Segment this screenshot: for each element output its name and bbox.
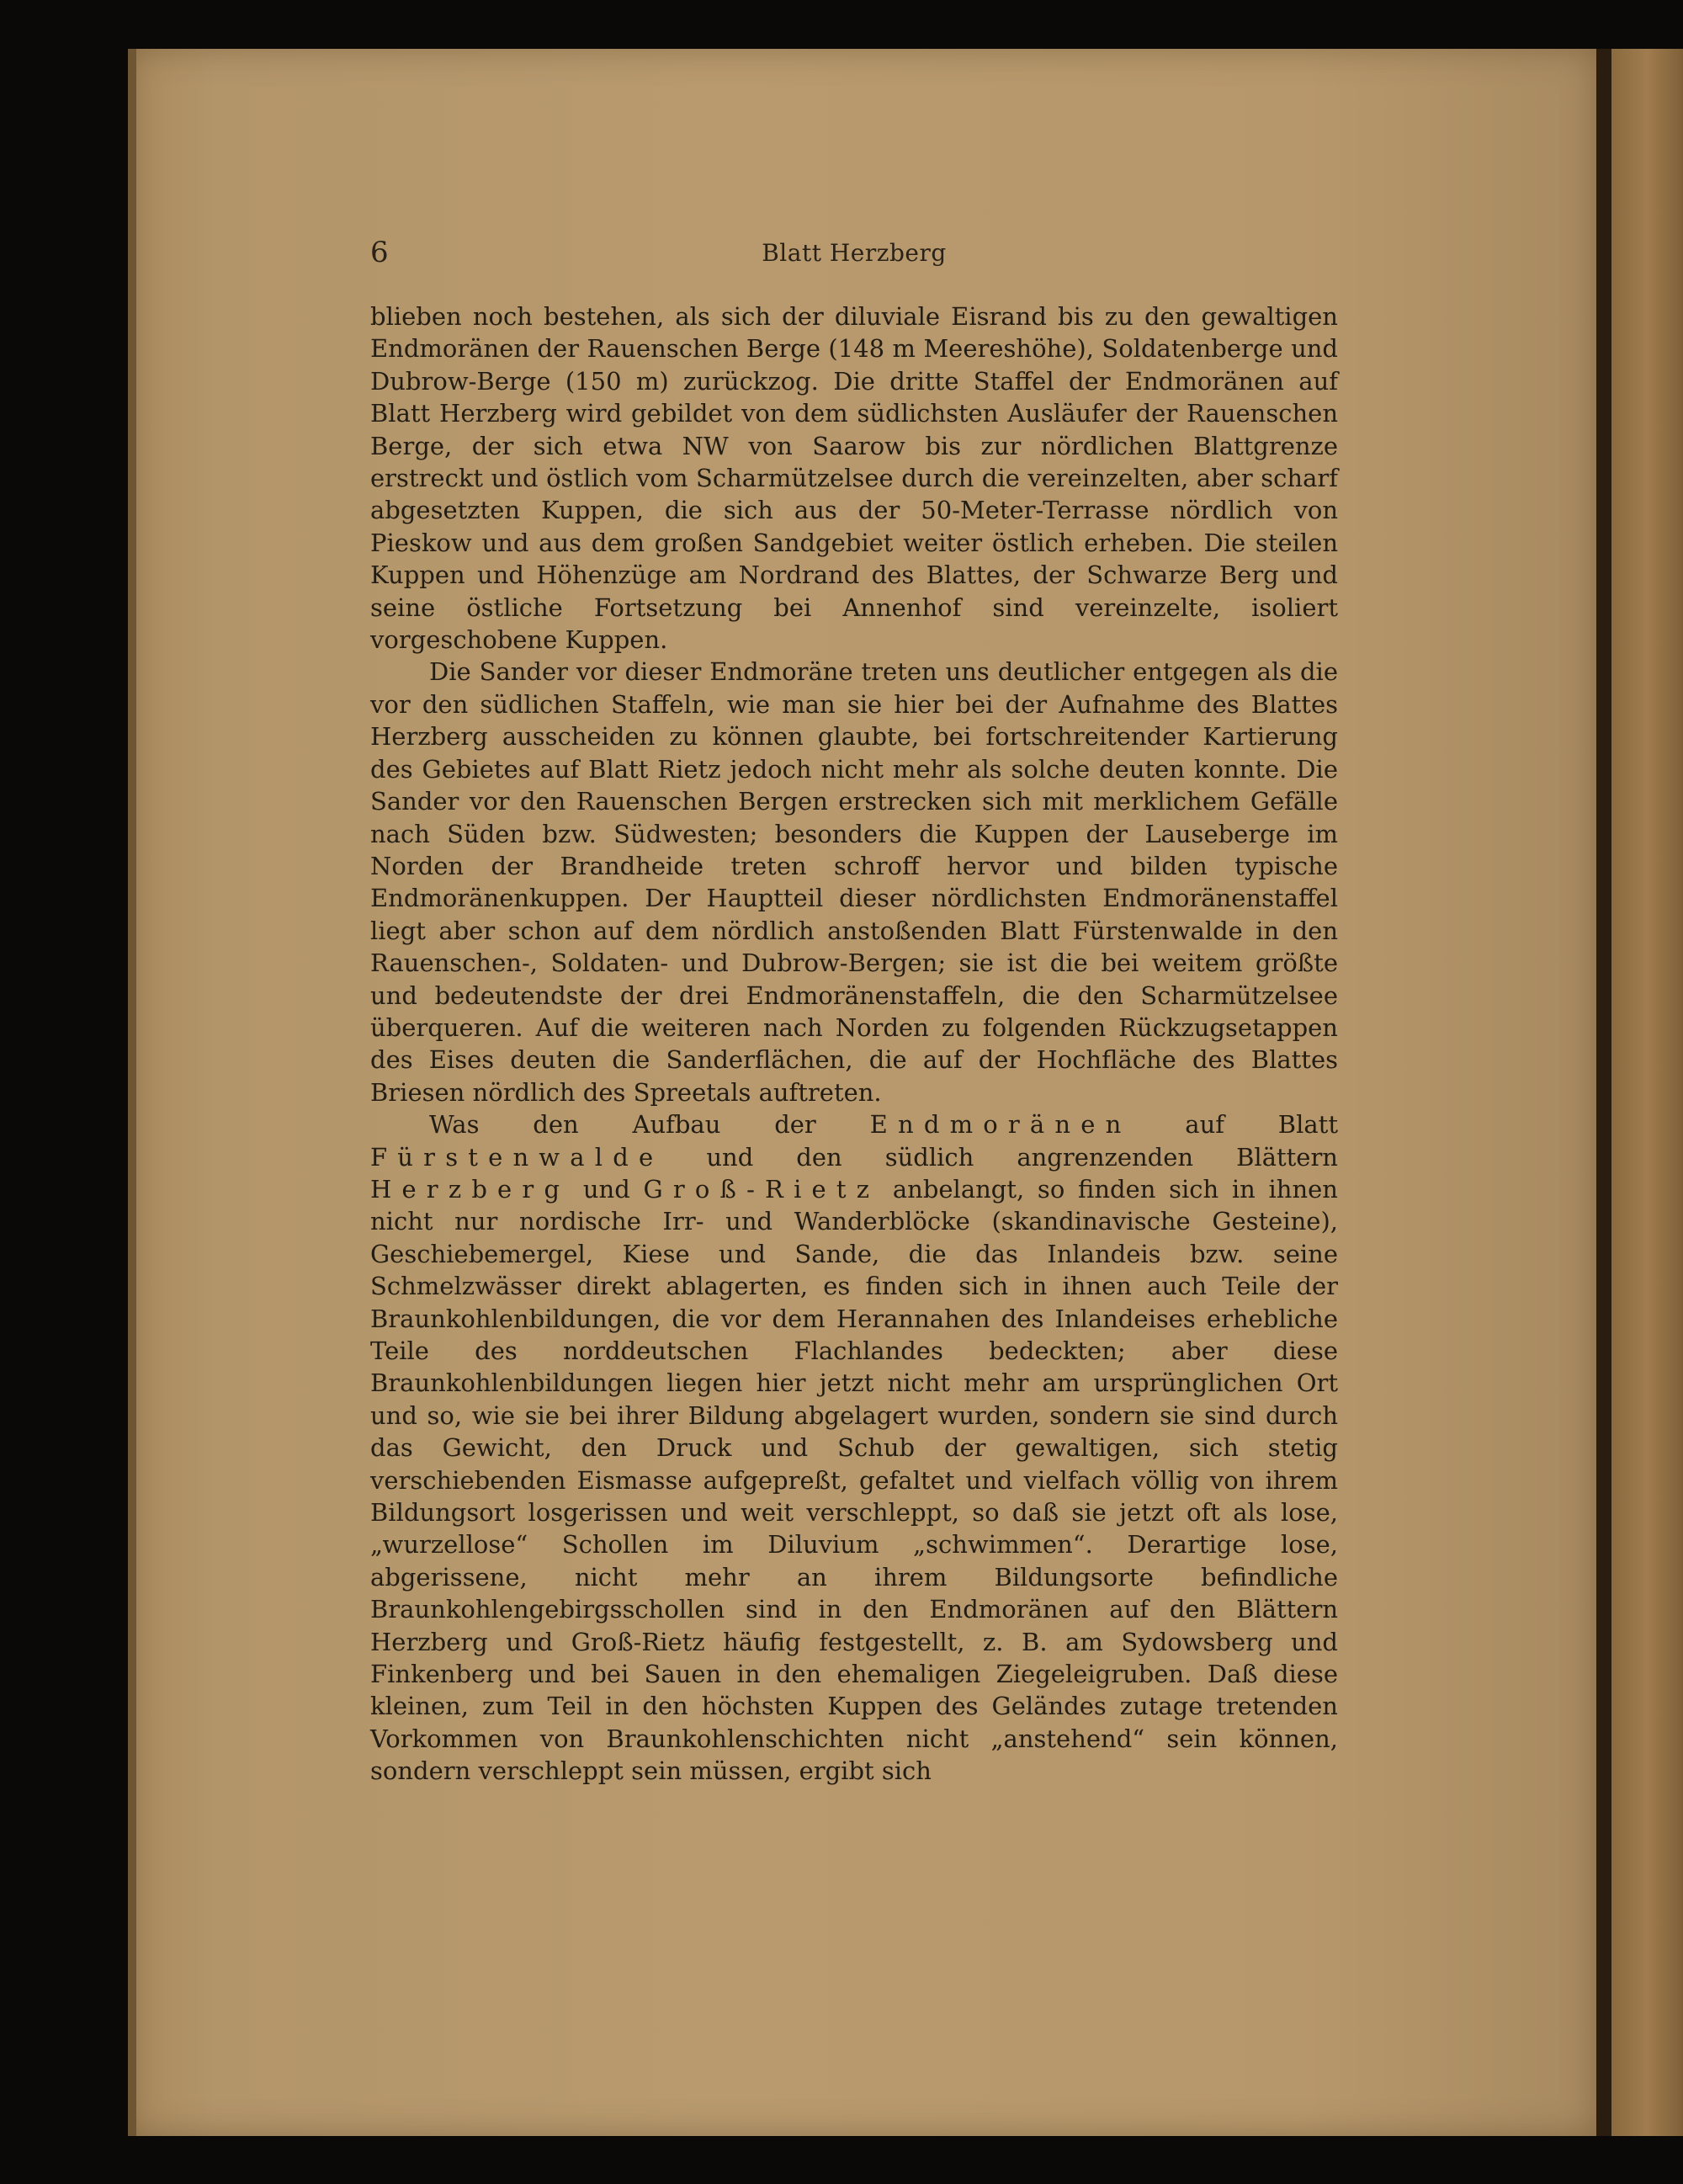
page-header [370, 236, 1338, 274]
page-number: 6 [370, 236, 389, 269]
paragraph-3-text-b: auf Blatt [1131, 1110, 1338, 1140]
spaced-term-endmoraenen: Endmoränen [869, 1110, 1132, 1140]
body-text [370, 300, 1338, 1788]
book-spine [1596, 49, 1611, 2136]
paragraph-1: blieben noch bestehen, als sich der diluviale Eisrand bis zu den gewaltigen Endmoränen der Rauenschen Berge (148 m Meereshöhe), Soldatenberge und Dubrow-Berge (150 m) zurückzog. Die dritte Staffel der Endmoränen auf Blatt Herzberg wird gebildet von dem südlichsten Ausläufer der Rauenschen Berge, der sich etwa NW von Saarow bis zur nördlichen Blattgrenze erstreckt und östlich vom Scharmützelsee durch die vereinzelten, aber scharf abgesetzten Kuppen, die sich aus der 50-Meter-Terrasse nördlich von Pieskow und aus dem großen Sandgebiet weiter östlich erheben. Die steilen Kuppen und Höhenzüge am Nordrand des Blattes, der Schwarze Berg und seine östliche Fortsetzung bei Annenhof sind vereinzelte, isoliert vorgeschobene Kuppen. [370, 302, 1338, 655]
spaced-term-herzberg: Herzberg [370, 1174, 571, 1204]
paragraph-3-text-a: Was den Aufbau der [429, 1110, 870, 1140]
paragraph-3 [370, 1108, 1338, 1788]
paragraph-3-text-c: und den südlich angrenzenden Blättern [663, 1142, 1338, 1172]
adjacent-page-edge [1611, 49, 1683, 2136]
spaced-term-gross-rietz: Groß-Rietz [643, 1174, 880, 1204]
spaced-term-fuerstenwalde: Fürstenwalde [370, 1142, 664, 1172]
running-title: Blatt Herzberg [762, 239, 947, 267]
page-left-edge [128, 49, 136, 2136]
paragraph-3-text-d: und [570, 1174, 644, 1204]
paragraph-3-text-e: anbelangt, so finden sich in ihnen nicht nur nordische Irr- und Wanderblöcke (skandinavische Gesteine), Geschiebemergel, Kiese und Sande, die das Inlandeis bzw. seine Schmelzwässer direkt ablagerten, es finden sich in ihnen auch Teile der Braunkohlenbildungen, die vor dem Herannahen des Inlandeises erhebliche Teile des norddeutschen Flachlandes bedeckten; aber diese Braunkohlenbildungen liegen hier jetzt nicht mehr am ursprünglichen Ort und so, wie sie bei ihrer Bildung abgelagert wurden, sondern sie sind durch das Gewicht, den Druck und Schub der gewaltigen, sich stetig verschiebenden Eismasse aufgepreßt, gefaltet und vielfach völlig von ihrem Bildungsort losgerissen und weit verschleppt, so daß sie jetzt oft als lose, „wurzellose“ Schollen im Diluvium „schwimmen“. Derartige lose, abgerissene, nicht mehr an ihrem Bildungsorte befindliche Braunkohlengebirgsschollen sind in den Endmoränen auf den Blättern Herzberg und Groß-Rietz häufig festgestellt, z. B. am Sydowsberg und Finkenberg und bei Sauen in den ehemaligen Ziegeleigruben. Daß diese kleinen, zum Teil in den höchsten Kuppen des Geländes zutage tretenden Vorkommen von Braunkohlenschichten nicht „anstehend“ sein können, sondern verschleppt sein müssen, ergibt sich [370, 1174, 1338, 1786]
paragraph-2: Die Sander vor dieser Endmoräne treten uns deutlicher entgegen als die vor den südlichen Staffeln, wie man sie hier bei der Aufnahme des Blattes Herzberg ausscheiden zu können glaubte, bei fortschreitender Kartierung des Gebietes auf Blatt Rietz jedoch nicht mehr als solche deuten konnte. Die Sander vor den Rauenschen Bergen erstrecken sich mit merklichem Gefälle nach Süden bzw. Südwesten; besonders die Kuppen der Lauseberge im Norden der Brandheide treten schroff hervor und bilden typische Endmoränenkuppen. Der Hauptteil dieser nördlichsten Endmoränenstaffel liegt aber schon auf dem nördlich anstoßenden Blatt Fürstenwalde in den Rauenschen-, Soldaten- und Dubrow-Bergen; sie ist die bei weitem größte und bedeutendste der drei Endmoränenstaffeln, die den Scharmützelsee überqueren. Auf die weiteren nach Norden zu folgenden Rückzugsetappen des Eises deuten die Sanderflächen, die auf der Hochfläche des Blattes Briesen nördlich des Spreetals auftreten. [370, 657, 1338, 1107]
